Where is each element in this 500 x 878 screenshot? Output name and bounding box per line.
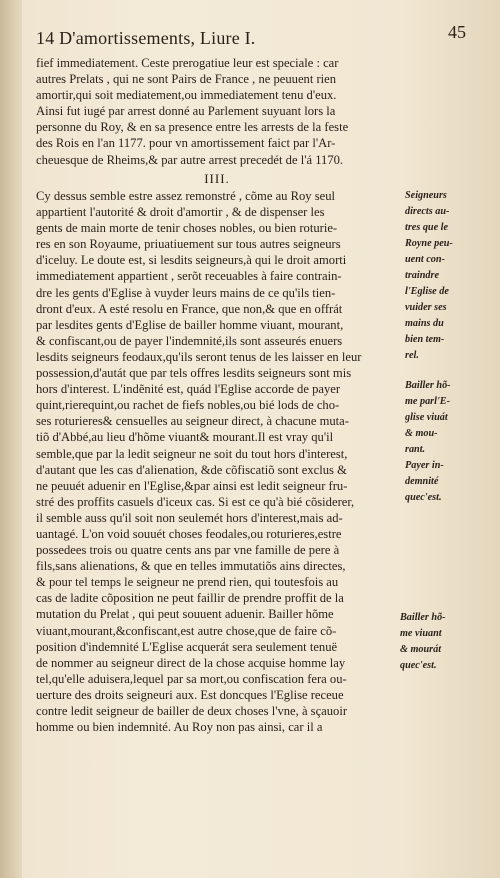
text-line: cas de ladite cõposition ne peut faillir de prendre proffit de la	[36, 591, 344, 606]
note-line: & mou-	[405, 428, 438, 439]
text-line: par lesdites gents d'Eglise de bailler homme viuant, mourant,	[36, 317, 344, 332]
note-line: tres que le	[405, 222, 449, 233]
note-line: demnité	[405, 476, 439, 487]
text-line: mutation du Prelat , qui peut souuent aduenir. Bailler hõme	[36, 607, 334, 622]
text-line: cheuesque de Rheims,& par autre arrest precedét de l'á 1170.	[36, 152, 344, 167]
page-gutter	[0, 0, 22, 878]
text-line: dre les gents d'Eglise à vuyder leurs mains de ce qu'ils tien-	[36, 285, 336, 300]
text-line: amortir,qui soit mediatement,ou immediatement tenu d'eux.	[36, 88, 337, 103]
text-line: possession,d'autát que par tels offres lesdits seigneurs sont mis	[36, 366, 352, 381]
note-line: mains du	[405, 318, 444, 329]
text-line: hors d'interest. L'indẽnité est, quád l'Eglise accorde de payer	[36, 382, 341, 397]
text-line: de nommer au seigneur direct de la chose acquise homme lay	[36, 655, 346, 670]
note-line: rant.	[405, 444, 426, 455]
note-line: l'Eglise de	[405, 286, 449, 297]
margin-note-payer-indemnite	[405, 458, 485, 506]
text-line: uerture des droits seigneuri aux. Est doncques l'Eglise receue	[36, 687, 344, 702]
text-line: fils,sans alienations, & que en telles immutatiõs ains directes,	[36, 559, 346, 574]
text-line: & pour tel temps le seigneur ne prend rien, qui toutesfois au	[36, 575, 339, 590]
text-line: d'iceluy. Le doute est, si lesdits seigneurs,à qui le droit amorti	[36, 253, 347, 268]
note-line: traindre	[405, 270, 439, 281]
note-line: me parl'E-	[405, 396, 450, 407]
text-line: position d'indemnité L'Eglise acquerát sera seulement tenuë	[36, 639, 338, 654]
text-line: ne peuuét aduenir en l'Eglise,&par ainsi est ledit seigneur fru-	[36, 478, 348, 493]
page-header	[36, 22, 466, 54]
note-line: me viuant	[400, 628, 442, 639]
continuation-paragraph	[36, 55, 398, 168]
note-line: quec'est.	[400, 660, 437, 671]
text-line: gents de main morte de tenir choses nobles, ou bien roturie-	[36, 221, 338, 236]
text-line: possedees trois ou quatre cents ans par vne famille de pere à	[36, 543, 340, 558]
note-line: Bailler hõ-	[400, 612, 446, 623]
text-line: & confiscant,ou de payer l'indemnité,ils sont asseurés enuers	[36, 333, 343, 348]
text-line: semble,que par la ledit seigneur ne soit du tout hors d'interest,	[36, 446, 348, 461]
text-line: uantagé. L'on void souuét choses feodales,ou roturieres,estre	[36, 526, 342, 541]
note-line: rel.	[405, 350, 419, 361]
text-line: dront d'eux. A esté resolu en France, que non,& que en offrát	[36, 301, 343, 316]
note-line: directs au-	[405, 206, 450, 217]
note-line: Royne peu-	[405, 238, 453, 249]
text-line: autres Prelats , qui ne sont Pairs de France , ne peuuent rien	[36, 72, 337, 87]
text-line: fief immediatement. Ceste prerogatiue leur est speciale : car	[36, 56, 339, 70]
text-line: homme ou bien indemnité. Au Roy non pas ainsi, car il a	[36, 720, 323, 735]
main-paragraph	[36, 188, 398, 735]
margin-note-bailler-homme	[405, 378, 485, 458]
note-line: glise viuát	[405, 412, 448, 423]
section-number: IIII.	[204, 171, 230, 186]
text-line: quint,rierequint,ou rachet de fiefs nobles,ou bié lods de cho-	[36, 398, 340, 413]
text-line: des Rois en l'an 1177. pour vn amortissement faict par l'Ar-	[36, 136, 336, 151]
text-line: il semble auss qu'il soit non seulemét hors d'interest,mais ad-	[36, 510, 343, 525]
note-line: uent con-	[405, 254, 445, 265]
margin-note-bailler-viuant	[400, 610, 485, 674]
text-line: res en son Royaume, priuatiuement sur tous autres seigneurs	[36, 237, 341, 252]
text-line: immediatement appartient , serõt receuables à faire contrain-	[36, 269, 342, 284]
note-line: Payer in-	[405, 460, 444, 471]
text-line: d'autant que les cas d'alienation, &de cõfiscatiõ sont exclus &	[36, 462, 347, 477]
note-line: & mourát	[400, 644, 442, 655]
text-line: viuant,mourant,&confiscant,est autre chose,que de faire cõ-	[36, 623, 337, 638]
text-line: Cy dessus semble estre assez remonstré , cõme au Roy seul	[36, 189, 336, 203]
note-line: quec'est.	[405, 492, 442, 503]
note-line: Seigneurs	[405, 190, 447, 201]
text-line: ses roturieres& censuelles au seigneur direct, à chacune muta-	[36, 414, 349, 429]
note-line: Bailler hõ-	[405, 380, 451, 391]
text-line: contre ledit seigneur de bailler de deux choses l'vne, à sçauoir	[36, 704, 348, 718]
text-line: lesdits seigneurs feodaux,qu'ils seront tenus de les laisser en leur	[36, 349, 362, 364]
text-line: tel,qu'elle aduisera,lequel par sa mort,ou confiscation fera ou-	[36, 671, 347, 686]
text-line: stré des proffits casuels d'iceux cas. Si est ce qu'à bié cõsiderer,	[36, 494, 355, 509]
page-number: 45	[448, 22, 466, 42]
running-head: 14 D'amortissements, Liure I.	[36, 28, 256, 48]
margin-note-seigneurs	[405, 188, 485, 364]
note-line: bien tem-	[405, 334, 445, 345]
text-line: Ainsi fut iugé par arrest donné au Parlement suyuant lors la	[36, 104, 336, 119]
text-line: appartient l'autorité & droit d'amortir , & de dispenser les	[36, 205, 325, 220]
text-line: tiõ d'Abbé,au lieu d'hõme viuant& mourant.Il est vray qu'il	[36, 430, 334, 445]
note-line: vuider ses	[405, 302, 447, 313]
text-line: personne du Roy, & en sa presence entre les arrests de la feste	[36, 120, 349, 135]
